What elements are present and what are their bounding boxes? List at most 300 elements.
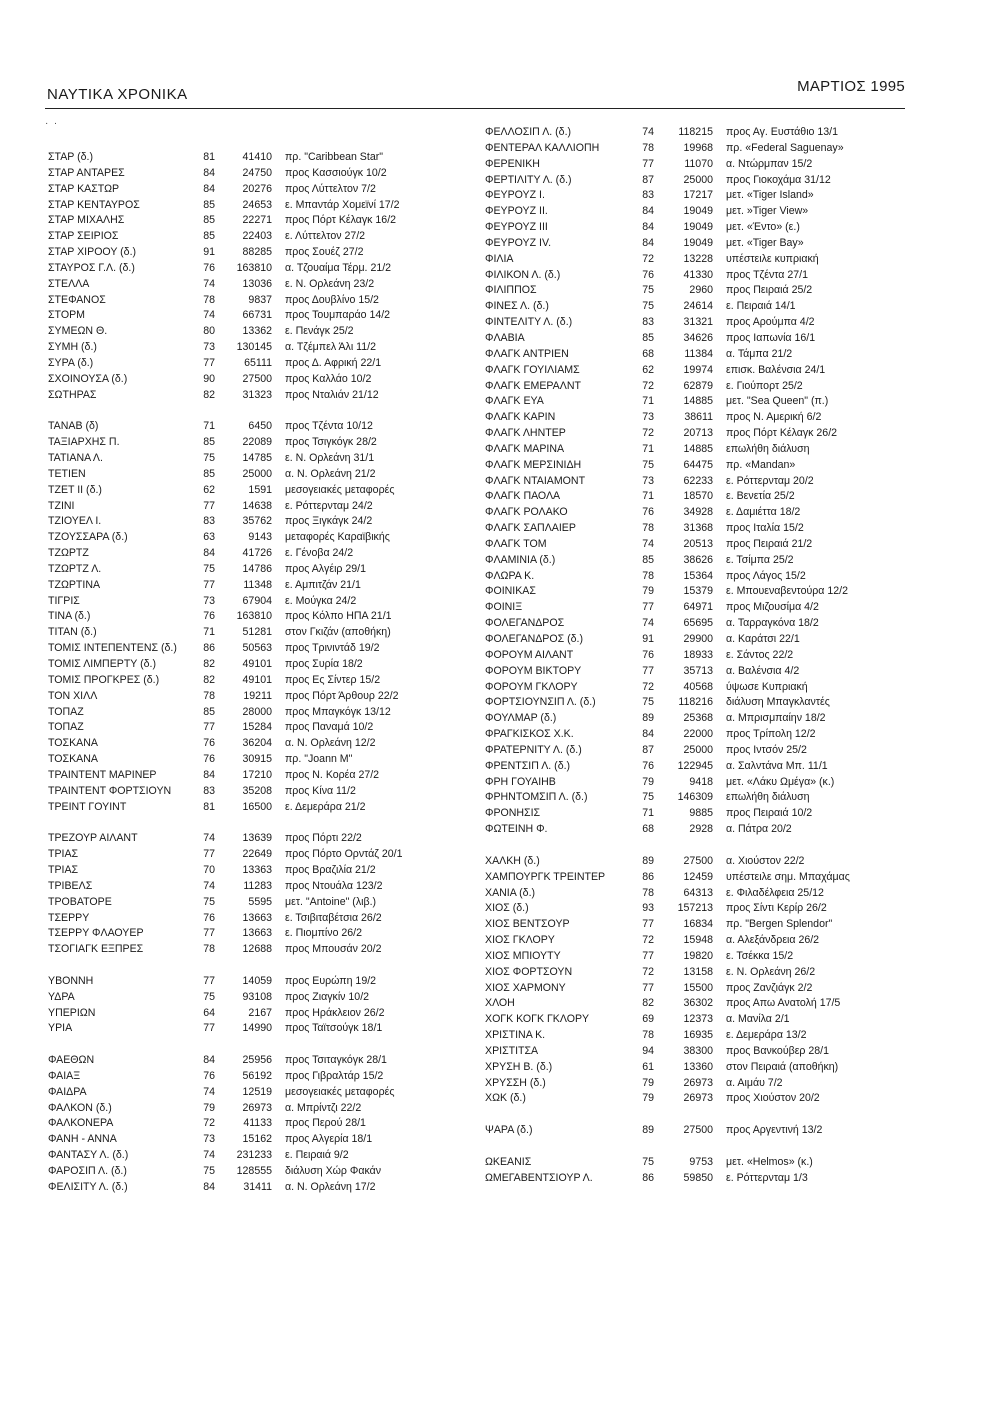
- build-year: 83: [203, 515, 215, 528]
- ship-entry: [485, 299, 905, 315]
- ship-entry: [48, 800, 448, 816]
- ship-entry: [48, 847, 448, 863]
- ship-name: ΧΟΓΚ ΚΟΓΚ ΓΚΛΟΡΥ: [485, 1013, 590, 1026]
- tonnage: 13228: [683, 252, 713, 265]
- ship-entry: [485, 695, 905, 711]
- ship-name: ΤΖΟΥΣΣΑΡΑ (δ.): [48, 531, 128, 544]
- status-note: προς Ες Σίντερ 15/2: [285, 673, 381, 686]
- ship-name: ΩΜΕΓΑΒΕΝΤΣΙΟΥΡ Λ.: [485, 1171, 593, 1184]
- ship-name: ΣΤΑΡ ΑΝΤΑΡΕΣ: [48, 166, 125, 179]
- ship-entry: [485, 870, 905, 886]
- status-note: μεσογειακές μεταφορές: [285, 483, 395, 496]
- status-note: προς Μπαγκόγκ 13/12: [285, 705, 391, 718]
- tonnage: 34626: [683, 331, 713, 344]
- status-note: προς Ν. Κορέα 27/2: [285, 768, 380, 781]
- tonnage: 22271: [242, 214, 272, 227]
- tonnage: 13158: [683, 965, 713, 978]
- status-note: α. Αλεξάνδρεια 26/2: [726, 934, 820, 947]
- build-year: 87: [642, 173, 654, 186]
- tonnage: 26973: [683, 1092, 713, 1105]
- tonnage: 14885: [683, 442, 713, 455]
- tonnage: 122945: [677, 759, 713, 772]
- status-note: προς Γιοκοχάμα 31/12: [726, 173, 831, 186]
- ship-entry: [485, 268, 905, 284]
- status-note: ε. Μούγκα 24/2: [285, 594, 357, 607]
- ship-name: ΣΤΑΡ ΣΕΙΡΙΟΣ: [48, 230, 119, 243]
- ship-entry: [485, 379, 905, 395]
- build-year: 83: [203, 784, 215, 797]
- tonnage: 9837: [248, 293, 272, 306]
- ship-entry: [485, 584, 905, 600]
- status-note: διάλυση Μπαγκλαντές: [726, 696, 830, 709]
- build-year: 71: [642, 807, 654, 820]
- build-year: 90: [203, 372, 215, 385]
- status-note: μετ. «Tiger Bay»: [726, 236, 804, 249]
- ship-entry: [485, 743, 905, 759]
- ship-entry: [48, 356, 448, 372]
- tonnage: 128555: [236, 1165, 272, 1177]
- ship-entry: [48, 752, 448, 768]
- tonnage: 22649: [242, 848, 272, 861]
- status-note: α. Ταρραγκόνα 18/2: [726, 617, 819, 630]
- status-note: α. Τζουαίμα Τέρμ. 21/2: [285, 261, 392, 274]
- status-note: προς Ξιγκάγκ 24/2: [285, 515, 373, 528]
- ship-entry: [48, 911, 448, 927]
- ship-name: ΤΟΜΙΣ ΛΙΜΠΕΡΤΥ (δ.): [48, 658, 157, 670]
- ship-name: ΤΟΜΙΣ ΠΡΟΓΚΡΕΣ (δ.): [48, 673, 160, 686]
- ship-name: ΦΛΑΓΚ ΓΟΥΙΛΙΑΜΣ: [485, 363, 580, 376]
- status-note: πρ. «Mandan»: [726, 458, 796, 471]
- build-year: 84: [203, 1180, 215, 1193]
- build-year: 79: [203, 1101, 215, 1114]
- tonnage: 11070: [684, 157, 713, 170]
- build-year: 75: [642, 791, 654, 804]
- status-note: πρ. «Federal Saguenay»: [726, 141, 844, 154]
- tonnage: 19968: [683, 141, 713, 154]
- tonnage: 29900: [683, 633, 713, 645]
- build-year: 84: [642, 728, 654, 741]
- build-year: 79: [642, 775, 654, 788]
- ship-entry: [48, 578, 448, 594]
- status-note: α. Ντώρμπαν 15/2: [726, 157, 813, 170]
- build-year: 85: [642, 553, 654, 566]
- build-year: 81: [203, 800, 215, 813]
- status-note: προς Ευρώπη 19/2: [285, 974, 377, 987]
- ship-name: ΣΩΤΗΡΑΣ: [48, 388, 97, 401]
- section-gap: [48, 815, 448, 831]
- tonnage: 18570: [683, 490, 713, 503]
- tonnage: 19211: [243, 689, 272, 702]
- tonnage: 1591: [248, 483, 272, 496]
- build-year: 82: [203, 388, 215, 401]
- ship-name: ΤΖΙΟΥΕΛ Ι.: [48, 515, 102, 528]
- build-year: 77: [642, 601, 654, 614]
- ship-name: ΦΟΡΟΥΜ ΓΚΛΟΡΥ: [485, 680, 578, 693]
- ship-entry: [485, 886, 905, 902]
- build-year: 75: [203, 562, 215, 575]
- ship-entry: [48, 546, 448, 562]
- build-year: 85: [203, 198, 215, 211]
- tonnage: 64313: [683, 886, 713, 899]
- build-year: 76: [203, 1069, 215, 1082]
- ship-name: ΣΥΡΑ (δ.): [48, 356, 94, 369]
- status-note: μετ. »Tiger View»: [726, 205, 809, 218]
- tonnage: 13360: [683, 1060, 713, 1073]
- tonnage: 66731: [242, 309, 272, 322]
- ship-entry: [48, 784, 448, 800]
- build-year: 77: [203, 356, 215, 369]
- ship-name: ΦΕΥΡΟΥΖ ΙΙ.: [485, 205, 548, 218]
- tonnage: 65111: [244, 356, 272, 369]
- status-note: υπέστειλε σημ. Μπαχάμας: [726, 870, 850, 883]
- ship-entry: [48, 942, 448, 958]
- status-note: ε. Μπουεναβεντούρα 12/2: [726, 585, 848, 598]
- ship-name: ΦΕΡΕΝΙΚΗ: [485, 157, 540, 170]
- ship-entry: [48, 435, 448, 451]
- build-year: 68: [642, 823, 654, 836]
- tonnage: 15364: [683, 569, 713, 582]
- status-note: ε. Τσιβιταβέτσια 26/2: [285, 911, 382, 924]
- build-year: 75: [642, 284, 654, 297]
- ship-entry: [485, 1155, 905, 1171]
- ship-name: ΦΙΝΕΣ Λ. (δ.): [485, 300, 549, 313]
- ship-name: ΦΩΤΕΙΝΗ Φ.: [485, 823, 548, 836]
- status-note: ε. Γιούπορτ 25/2: [726, 379, 803, 392]
- status-note: πρ. "Caribbean Star": [285, 151, 383, 163]
- status-note: ε. Μπαντάρ Χομεϊνί 17/2: [285, 198, 400, 211]
- build-year: 77: [203, 499, 215, 512]
- ship-name: ΦΟΙΝΙΞ: [485, 601, 523, 614]
- status-note: α. Πάτρα 20/2: [726, 823, 792, 836]
- status-note: μεταφορές Καραϊβικής: [285, 531, 390, 544]
- ship-entry: [485, 1171, 905, 1187]
- status-note: ε. Ρόττερνταμ 20/2: [726, 474, 814, 487]
- status-note: α. Μπρίντζι 22/2: [285, 1101, 362, 1114]
- status-note: α. Μανίλα 2/1: [726, 1013, 790, 1026]
- tonnage: 14638: [242, 499, 272, 512]
- tonnage: 13639: [242, 832, 272, 845]
- build-year: 75: [642, 458, 654, 471]
- tonnage: 14885: [683, 395, 713, 408]
- tonnage: 16935: [683, 1029, 713, 1042]
- tonnage: 36302: [683, 997, 713, 1010]
- status-note: προς Πόρτ Κέλαγκ 26/2: [726, 427, 838, 440]
- build-year: 89: [642, 712, 654, 725]
- ship-entry: [485, 331, 905, 347]
- ship-name: ΤΕΤΙΕΝ: [48, 467, 86, 480]
- ship-name: ΤΟΝ ΧΙΛΛ: [48, 689, 98, 702]
- status-note: ε. Πειραιά 14/1: [726, 300, 796, 313]
- build-year: 82: [203, 673, 215, 686]
- tonnage: 56192: [242, 1069, 272, 1082]
- ship-entry: [48, 324, 448, 340]
- tonnage: 31368: [683, 522, 713, 535]
- tonnage: 12688: [242, 943, 272, 956]
- ship-name: ΥΔΡΑ: [48, 990, 75, 1003]
- tonnage: 12519: [242, 1085, 272, 1098]
- ship-entry: [485, 648, 905, 664]
- build-year: 77: [203, 974, 215, 987]
- build-year: 85: [203, 230, 215, 243]
- ship-entry: [485, 347, 905, 363]
- ship-name: ΧΙΟΣ ΧΑΡΜΟΝΥ: [485, 981, 566, 994]
- tonnage: 12373: [683, 1013, 713, 1026]
- ship-entry: [485, 283, 905, 299]
- tonnage: 14990: [242, 1022, 272, 1035]
- ship-entry: [48, 990, 448, 1006]
- ship-name: ΣΥΜΕΩΝ Θ.: [48, 325, 108, 338]
- tonnage: 146309: [677, 791, 713, 804]
- ship-entry: [48, 308, 448, 324]
- tonnage: 49101: [242, 673, 272, 686]
- ship-entry: [48, 1116, 448, 1132]
- build-year: 74: [203, 1085, 215, 1098]
- ship-entry: [485, 600, 905, 616]
- status-note: προς Πόρτο Ορντάζ 20/1: [285, 848, 403, 861]
- ship-name: ΦΑΝΗ - ΑΝΝΑ: [48, 1133, 117, 1146]
- status-note: ύψωσε Κυπριακή: [726, 680, 808, 693]
- status-note: προς Πόρτ Κέλαγκ 16/2: [285, 214, 397, 227]
- tonnage: 64475: [683, 458, 713, 471]
- build-year: 69: [642, 1013, 654, 1026]
- tonnage: 28000: [242, 705, 272, 718]
- build-year: 74: [203, 1149, 215, 1162]
- ship-entry: [48, 879, 448, 895]
- tonnage: 14785: [242, 452, 272, 465]
- tonnage: 64971: [683, 601, 713, 614]
- tonnage: 25000: [242, 467, 272, 480]
- tonnage: 9143: [248, 531, 272, 544]
- status-note: προς Αγ. Ευστάθιο 13/1: [726, 126, 839, 138]
- ship-entry: [48, 1164, 448, 1180]
- status-note: ε. Πειραιά 9/2: [285, 1149, 349, 1162]
- status-note: προς Χιούστον 20/2: [726, 1092, 820, 1105]
- tonnage: 26973: [242, 1101, 272, 1114]
- ship-entry: [485, 188, 905, 204]
- scan-specks: · ·: [45, 118, 58, 129]
- ship-name: ΦΕΥΡΟΥΖ ΙΙΙ: [485, 221, 548, 234]
- tonnage: 40568: [683, 680, 713, 693]
- ship-entry: [48, 514, 448, 530]
- tonnage: 25000: [683, 173, 713, 186]
- build-year: 71: [642, 490, 654, 503]
- ship-name: ΣΤΑΡ ΚΑΣΤΩΡ: [48, 182, 120, 195]
- ship-name: ΦΟΡΟΥΜ ΒΙΚΤΟΡΥ: [485, 664, 582, 677]
- status-note: προς Τουμπαράο 14/2: [285, 309, 391, 322]
- status-note: προς Κασσιούγκ 10/2: [285, 166, 387, 179]
- ship-name: ΧΩΚ (δ.): [485, 1092, 526, 1105]
- tonnage: 31321: [683, 316, 713, 329]
- ship-name: ΤΡΙΒΕΛΣ: [48, 879, 93, 892]
- ship-entry: [485, 1012, 905, 1028]
- ship-entry: [48, 673, 448, 689]
- build-year: 64: [203, 1006, 215, 1019]
- status-note: πρ. "Joann M": [285, 753, 353, 766]
- ship-name: ΣΥΜΗ (δ.): [48, 341, 97, 354]
- status-note: ε. Πιομπίνο 26/2: [285, 927, 363, 940]
- ship-name: ΧΙΟΣ ΓΚΛΟΡΥ: [485, 934, 555, 947]
- status-note: ε. Ν. Ορλεάνη 26/2: [726, 965, 816, 978]
- build-year: 84: [203, 547, 215, 560]
- tonnage: 30915: [242, 753, 272, 766]
- ship-entry: [485, 775, 905, 791]
- ship-name: ΦΑΕΘΩΝ: [48, 1054, 95, 1067]
- tonnage: 51281: [242, 626, 272, 639]
- build-year: 84: [203, 768, 215, 781]
- tonnage: 118216: [678, 696, 713, 709]
- ship-entry: [485, 981, 905, 997]
- ship-name: ΧΑΜΠΟΥΡΓΚ ΤΡΕΙΝΤΕΡ: [485, 870, 606, 883]
- ship-entry: [485, 727, 905, 743]
- status-note: προς Κόλπο ΗΠΑ 21/1: [285, 610, 392, 623]
- build-year: 72: [203, 1117, 215, 1130]
- build-year: 78: [203, 293, 215, 306]
- ship-entry: [48, 229, 448, 245]
- status-note: στον Γκιζάν (αποθήκη): [285, 626, 391, 639]
- tonnage: 25368: [683, 712, 713, 725]
- ship-entry: [48, 388, 448, 404]
- tonnage: 2960: [689, 284, 713, 297]
- ship-name: ΦΡΕΝΤΣΙΠ Λ. (δ.): [485, 759, 571, 772]
- build-year: 71: [203, 626, 215, 639]
- ship-entry: [48, 1085, 448, 1101]
- build-year: 77: [642, 981, 654, 994]
- status-note: α. Μπρισμπαίην 18/2: [726, 712, 826, 725]
- build-year: 73: [642, 411, 654, 424]
- ship-entry: [485, 537, 905, 553]
- status-note: προς Ν. Αμερική 6/2: [726, 411, 822, 424]
- build-year: 78: [642, 569, 654, 582]
- build-year: 75: [642, 300, 654, 313]
- status-note: α. Τάμπα 21/2: [726, 347, 793, 360]
- tonnage: 2167: [248, 1006, 272, 1019]
- ship-entry: [48, 293, 448, 309]
- ship-entry: [48, 467, 448, 483]
- tonnage: 13363: [242, 863, 272, 876]
- status-note: προς Ηράκλειον 26/2: [285, 1006, 385, 1019]
- build-year: 75: [642, 696, 654, 709]
- ship-name: ΧΙΟΣ ΜΠΙΟΥΤΥ: [485, 949, 561, 962]
- build-year: 89: [642, 1124, 654, 1137]
- ship-name: ΦΛΑΓΚ ΛΗΝΤΕΡ: [485, 427, 566, 440]
- build-year: 85: [203, 436, 215, 449]
- build-year: 77: [203, 927, 215, 940]
- ship-entry: [485, 363, 905, 379]
- ship-entry: [485, 553, 905, 569]
- ship-name: ΧΡΙΣΤΙΤΣΑ: [485, 1044, 539, 1057]
- ship-entry: [48, 277, 448, 293]
- status-note: ε. Δαμιέττα 18/2: [726, 506, 801, 519]
- ship-entry: [485, 252, 905, 268]
- ship-name: ΦΡΗΝΤΟΜΣΙΠ Λ. (δ.): [485, 791, 588, 804]
- status-note: προς Ιταλία 15/2: [726, 522, 804, 535]
- build-year: 78: [642, 886, 654, 899]
- ship-name: ΦΛΑΜΙΝΙΑ (δ.): [485, 553, 556, 566]
- ship-name: ΦΕΝΤΕΡΑΛ ΚΑΛΛΙΟΠΗ: [485, 141, 600, 154]
- status-note: υπέστειλε κυπριακή: [726, 252, 819, 265]
- build-year: 76: [642, 648, 654, 661]
- tonnage: 163810: [236, 261, 272, 274]
- status-note: προς Ζιαγκίν 10/2: [285, 990, 370, 1003]
- tonnage: 15379: [683, 585, 713, 598]
- status-note: προς Πειραιά 10/2: [726, 807, 813, 820]
- tonnage: 19974: [683, 363, 713, 376]
- status-note: προς Πειραιά 25/2: [726, 284, 813, 297]
- ship-name: ΦΕΛΙΣΙΤΥ Λ. (δ.): [48, 1180, 128, 1193]
- tonnage: 20513: [683, 537, 713, 550]
- ship-name: ΨΑΡΑ (δ.): [485, 1124, 533, 1137]
- build-year: 75: [203, 990, 215, 1003]
- tonnage: 59850: [683, 1171, 713, 1184]
- ship-entry: [485, 569, 905, 585]
- build-year: 78: [642, 522, 654, 535]
- ship-name: ΥΡΙΑ: [48, 1022, 73, 1035]
- tonnage: 9885: [689, 807, 713, 820]
- status-note: πρ. "Bergen Splendor": [726, 918, 833, 931]
- build-year: 70: [203, 863, 215, 876]
- ship-entry: [485, 759, 905, 775]
- build-year: 77: [642, 949, 654, 962]
- ship-name: ΧΡΙΣΤΙΝΑ Κ.: [485, 1029, 546, 1042]
- ship-entry: [48, 895, 448, 911]
- build-year: 84: [642, 236, 654, 249]
- ship-entry: [48, 1021, 448, 1037]
- ship-entry: [485, 1076, 905, 1092]
- status-note: προς Τσιταγκόγκ 28/1: [285, 1054, 387, 1067]
- status-note: επισκ. Βαλένσια 24/1: [726, 363, 826, 376]
- build-year: 91: [203, 246, 215, 259]
- ship-name: ΦΛΑΓΚ ΕΜΕΡΑΛΝΤ: [485, 379, 581, 392]
- ship-name: ΤΖΕΤ ΙΙ (δ.): [48, 483, 102, 496]
- ship-name: ΤΟΣΚΑΝΑ: [48, 753, 98, 766]
- build-year: 84: [642, 205, 654, 218]
- ship-name: ΧΙΟΣ (δ.): [485, 902, 529, 915]
- ship-name: ΦΛΩΡΑ Κ.: [485, 569, 535, 582]
- status-note: μετ. "Antoine" (λιβ.): [285, 895, 377, 908]
- ship-entry: [485, 125, 905, 141]
- ship-name: ΧΑΝΙΑ (δ.): [485, 886, 536, 899]
- ship-name: ΦΟΙΝΙΚΑΣ: [485, 585, 536, 598]
- tonnage: 9418: [689, 775, 713, 788]
- tonnage: 157213: [677, 902, 713, 915]
- header-divider: [45, 108, 905, 109]
- tonnage: 41410: [242, 151, 272, 163]
- tonnage: 31323: [242, 388, 272, 401]
- ship-entry: [485, 949, 905, 965]
- ship-entry: [485, 711, 905, 727]
- build-year: 73: [203, 594, 215, 607]
- build-year: 83: [642, 316, 654, 329]
- ship-name: ΦΙΛΙΠΠΟΣ: [485, 284, 537, 297]
- status-note: προς Αρούμπα 4/2: [726, 316, 815, 329]
- ship-name: ΦΑΙΔΡΑ: [48, 1085, 87, 1098]
- build-year: 74: [203, 277, 215, 290]
- ship-name: ΧΙΟΣ ΦΟΡΤΣΟΥΝ: [485, 965, 573, 978]
- build-year: 79: [642, 1076, 654, 1089]
- build-year: 89: [642, 854, 654, 867]
- status-note: α. Ν. Ορλεάνη 17/2: [285, 1180, 376, 1193]
- status-note: α. Ν. Ορλεάνη 21/2: [285, 467, 376, 480]
- tonnage: 35713: [683, 664, 713, 677]
- tonnage: 15284: [242, 721, 272, 734]
- status-note: μετ. "Sea Queen" (π.): [726, 395, 829, 408]
- status-note: προς Σουέζ 27/2: [285, 246, 364, 259]
- status-note: προς Πειραιά 21/2: [726, 537, 813, 550]
- build-year: 75: [203, 452, 215, 465]
- status-note: προς Πόρτ Άρθουρ 22/2: [285, 689, 399, 702]
- tonnage: 12459: [683, 870, 713, 883]
- ship-entry: [485, 822, 905, 838]
